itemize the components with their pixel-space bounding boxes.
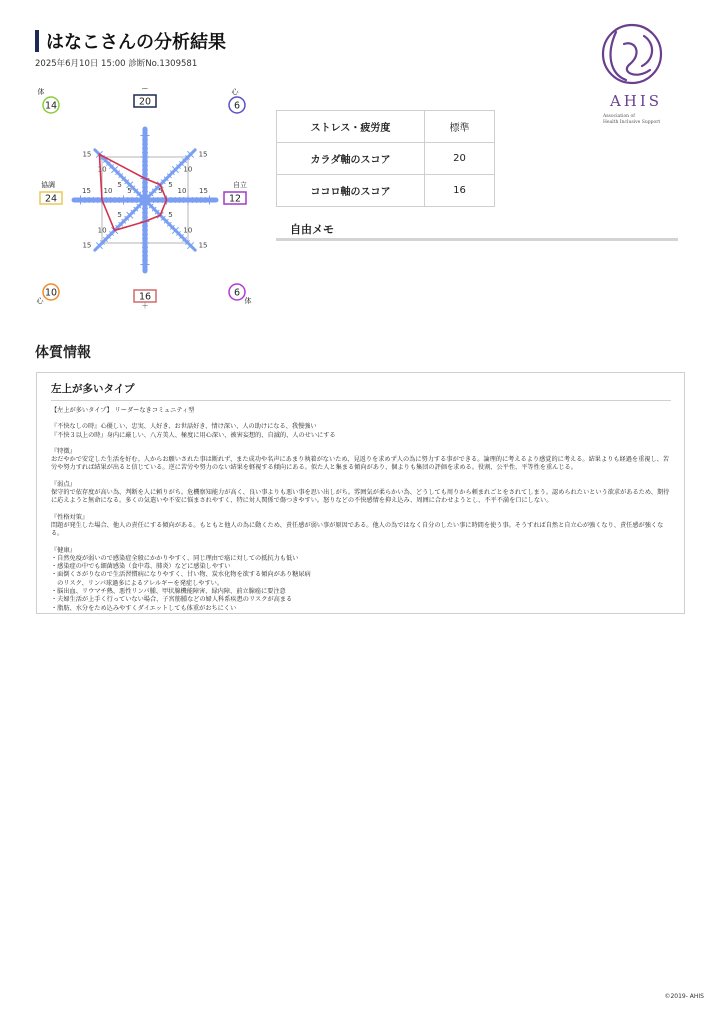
tick-label: 10 — [183, 226, 193, 235]
score-value-right: 12 — [228, 193, 242, 205]
free-memo-label: 自由メモ — [290, 223, 334, 236]
axis-label-right: 自立 — [233, 181, 247, 189]
health-paragraph: 『健康』 ・自然免疫が弱いので感染症全般にかかりやすく、同じ理由で癌に対しての抵抗力も低い ・感染症の中でも細菌感染（食中毒、肺炎）などに感染しやすい ・面倒くさがりなので生活習慣病になりやすく、甘い物、炭水化物を欲する傾向があり糖尿病 のリスク、リンパ球過多によるアレルギーを発症しやすい。 ・脳出血、リウマチ熱、悪性リンパ腫、甲状腺機能障害、緑内障、前立腺癌に要注意 ・夫婦生活が上手く行っていない場合、子宮筋腫などの婦人科系疾患のリスクが高まる ・脂肪、水分をため込みやすくダイエットしても体重がおちにくい — [51, 546, 311, 612]
table-row — [277, 143, 495, 175]
constitution-heading: 体質情報 — [35, 345, 91, 361]
tick-label: 15 — [198, 241, 208, 250]
score-value-upper-right: 6 — [233, 100, 241, 112]
countermeasure-paragraph: 『性格対策』 問題が発生した場合、他人の責任にする傾向がある。もともと他人の為に動くため、責任感が弱い事が原因である。他人の為ではなく自分のしたい事に時間を使う事。そうすれば自然と自立心が強くなり、責任感が強くなる。 — [51, 513, 664, 538]
page-title: はなこさんの分析結果 — [46, 32, 226, 53]
tick-label: 15 — [82, 241, 92, 250]
table-row — [277, 111, 495, 143]
axis-label-lower-left: 心 — [36, 297, 44, 305]
tick-label: 5 — [158, 187, 163, 195]
axis-label-left: 協調 — [41, 181, 55, 189]
title-accent-bar — [35, 30, 39, 52]
tick-label: 15 — [82, 150, 92, 159]
features-paragraph: 『特徴』 おだやかで安定した生活を好む。人からお願いされた事は断れず、また成功や名声にあまり執着がないため、見返りを求めず人の為に努力する事ができる。論理的に考えるより感覚的に考える。結果よりも経過を重視し、苦労や努力すれば結果が出ると信じている。逆に苦労や努力のない結果を軽視する傾向にある。似た人と集まる傾向があり、個よりも集団の評価を求める。役割、公平性、平等性を重んじる。 — [51, 447, 669, 472]
score-value-bottom: 16 — [138, 291, 152, 303]
score-value-lower-right: 6 — [233, 287, 241, 299]
logo-subtitle: Association of Health Inclusive Support — [603, 114, 661, 125]
axis-label-upper-left: 体 — [37, 88, 45, 96]
table-row — [277, 175, 495, 207]
tick-label: 5 — [117, 211, 122, 220]
score-value-lower-left: 10 — [44, 287, 58, 299]
mind-score-label: ココロ軸のスコア — [277, 175, 425, 207]
stress-value: 標準 — [425, 111, 495, 143]
type-line: 【左上が多いタイプ】 リーダーなきコミュニティ型 — [51, 407, 195, 414]
copyright: ©2019- AHIS — [664, 993, 704, 1000]
tick-label: 5 — [127, 187, 132, 195]
card-body — [51, 407, 673, 613]
card-title: 左上が多いタイプ — [51, 383, 135, 395]
tick-label: 5 — [168, 180, 173, 189]
free-memo-field[interactable] — [276, 238, 678, 241]
tick-label: 10 — [97, 165, 107, 174]
axis-label-upper-right: 心 — [231, 88, 239, 96]
axis-label-lower-right: 体 — [244, 297, 252, 305]
tick-label: 15 — [82, 187, 91, 195]
axis-label-bottom: ＋ — [141, 302, 149, 310]
tick-label: 10 — [103, 187, 113, 195]
stress-label: ストレス・疲労度 — [277, 111, 425, 143]
weakness-paragraph: 『弱点』 保守的で依存度が高い為、判断を人に頼りがち。危機察知能力が高く、良い事よりも悪い事を思い出しがち。雰囲気が柔らかい為、どうしても周りから頼まれごとをされてしまう。認められたいという欲求があるため、期待に応えようと無命になる。多くの気遣いや不安に悩まされやすく、特に対人関係で傷つきやすい。怒りなどの不快感情を抑え込み、周囲に合わせようとし、不平不満を口にしない。 — [51, 480, 670, 505]
radar-chart — [30, 85, 260, 315]
body-score-value: 20 — [425, 143, 495, 175]
score-table — [276, 110, 495, 207]
tick-label: 10 — [97, 226, 107, 235]
axis-label-top: ー — [141, 85, 149, 93]
mind-score-value: 16 — [425, 175, 495, 207]
constitution-card — [36, 372, 685, 614]
score-value-left: 24 — [44, 193, 58, 205]
score-value-top: 20 — [138, 96, 152, 108]
diagnosis-date: 2025年6月10日 15:00 診断No.1309581 — [35, 59, 198, 69]
score-value-upper-left: 14 — [44, 100, 58, 112]
logo-name: AHIS — [609, 92, 663, 110]
tick-label: 15 — [199, 187, 208, 195]
card-divider — [51, 400, 671, 401]
tick-label: 5 — [168, 211, 173, 220]
mood-paragraph: 『不快なしの時』心優しい、忠実、人好き、お世話好き、情け深い、人の助けになる、我慢強い 『不快３以上の時』身内に厳しい、八方美人、極度に用心深い、被害妄想的、自滅的、人のせいにする — [51, 423, 336, 439]
body-score-label: カラダ軸のスコア — [277, 143, 425, 175]
tick-label: 15 — [198, 150, 208, 159]
tick-label: 10 — [183, 165, 193, 174]
tick-label: 5 — [117, 180, 122, 189]
tick-label: 10 — [177, 187, 187, 195]
